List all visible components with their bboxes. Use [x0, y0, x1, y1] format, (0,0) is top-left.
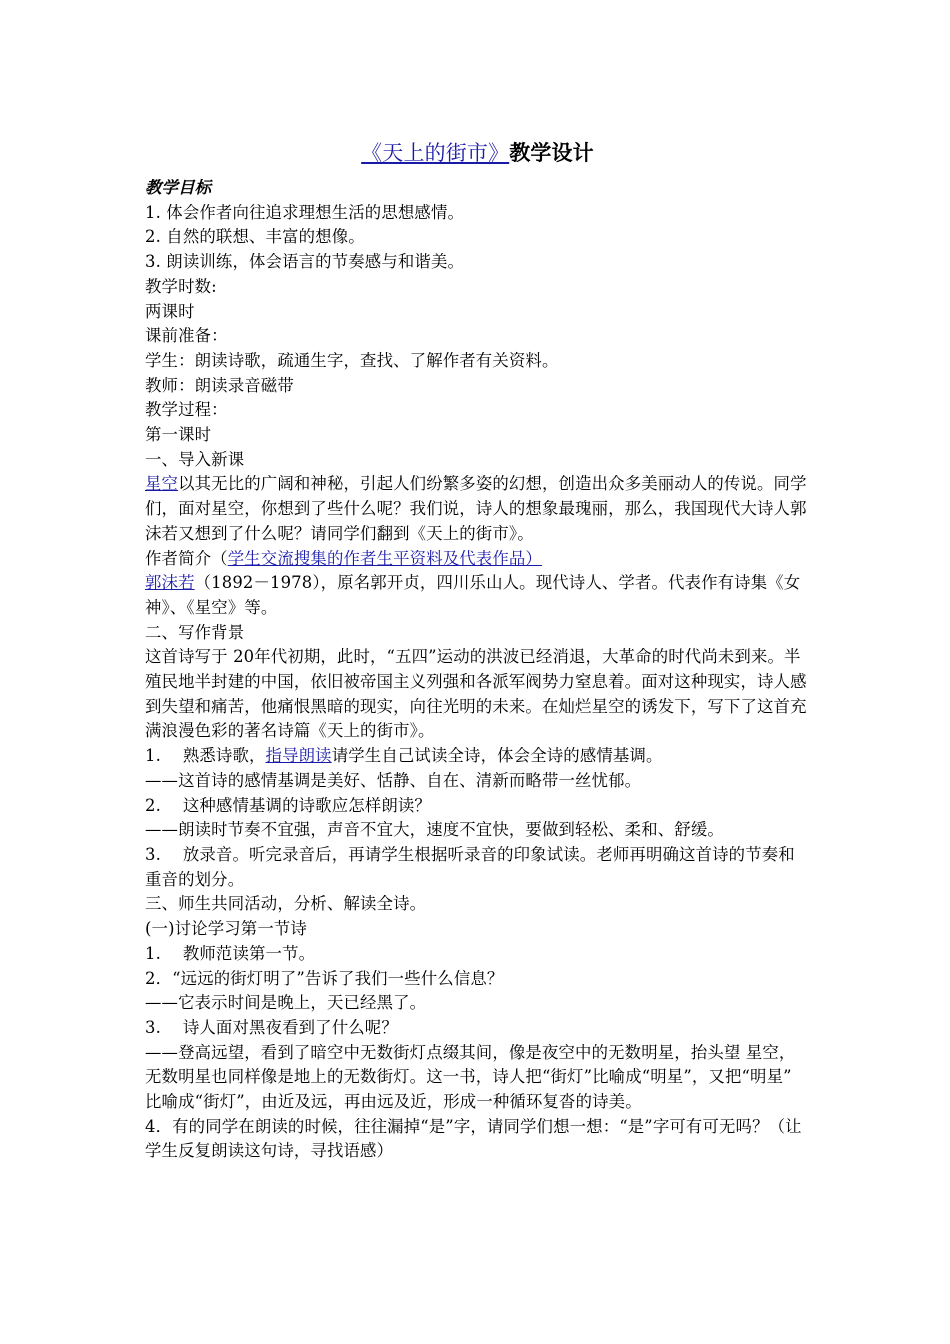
author-intro [145, 547, 810, 572]
prep-label: 课前准备： [145, 326, 228, 346]
analysis-question-4: 4．有的同学在朗读的时候，往往漏掉“是”字，请同学们想一想：“是”字可有可无吗？（让学生反复朗读这句诗，寻找语感） [145, 1116, 802, 1161]
analysis-heading: 三、师生共同活动，分析、解读全诗。 [145, 894, 427, 914]
goal-item-3: 3. 朗读训练，体会语言的节奏感与和谐美。 [145, 252, 465, 272]
hours-value: 两课时 [145, 301, 195, 321]
analysis-question-1: 1. 教师范读第一节。 [145, 943, 316, 963]
hours-label: 教学时数: [145, 276, 217, 296]
prep-student: 学生：朗读诗歌，疏通生字，查找、了解作者有关资料。 [145, 350, 559, 370]
reading-item-2: 2. 这种感情基调的诗歌应怎样朗读？ [145, 795, 431, 815]
lesson-one-label: 第一课时 [145, 425, 212, 445]
reading-guide-link[interactable]: 指导朗读 [265, 746, 332, 766]
starry-sky-link[interactable]: 星空 [145, 474, 179, 494]
intro-heading: 一、导入新课 [145, 449, 245, 469]
intro-text: 以其无比的广阔和神秘，引起人们纷繁多姿的幻想，创造出众多美丽动人的传说。同学们，面对星空，你想到了些什么呢？我们说，诗人的想象最瑰丽，那么，我国现代大诗人郭沫若又想到了什么呢？请同学们翻到《天上的街市》。 [145, 474, 807, 543]
author-prefix: 作者简介（ [145, 548, 228, 568]
analysis-question-2: 2．“远远的街灯明了”告诉了我们一些什么信息？ [145, 968, 504, 988]
analysis-question-3: 3. 诗人面对黑夜看到了什么呢？ [145, 1017, 398, 1037]
background-heading: 二、写作背景 [145, 622, 245, 642]
reading-item-1 [145, 744, 810, 769]
goals-heading: 教学目标 [145, 178, 212, 197]
reading-answer-1: ——这首诗的感情基调是美好、恬静、自在、清新而略带一丝忧郁。 [145, 770, 642, 790]
analysis-subheading: (一)讨论学习第一节诗 [145, 919, 307, 939]
analysis-answer-2: ——它表示时间是晚上，天已经黑了。 [145, 993, 427, 1013]
process-label: 教学过程： [145, 400, 228, 420]
reading-item-3: 3. 放录音。听完录音后，再请学生根据听录音的印象试读。老师再明确这首诗的节奏和重音的划分。 [145, 844, 795, 889]
reading-item-1-rest: 请学生自己试读全诗，体会全诗的感情基调。 [331, 746, 663, 766]
document-title [145, 138, 810, 168]
guo-moruo-link[interactable]: 郭沫若 [145, 573, 195, 593]
reading-item-1-prefix: 1. 熟悉诗歌， [145, 746, 266, 766]
goal-item-2: 2. 自然的联想、丰富的想像。 [145, 227, 365, 247]
author-bio-text: （1892－1978），原名郭开贞，四川乐山人。现代诗人、学者。代表作有诗集《女神》、《星空》等。 [145, 573, 801, 617]
title-link[interactable]: 《天上的街市》 [361, 141, 510, 165]
goal-item-1: 1. 体会作者向往追求理想生活的思想感情。 [145, 202, 465, 222]
author-bio [145, 571, 810, 620]
background-paragraph: 这首诗写于 20年代初期，此时，“五四”运动的洪波已经消退，大革命的时代尚未到来。半殖民地半封建的中国，依旧被帝国主义列强和各派军阀势力窒息着。面对这种现实，诗人感到失望和痛苦，他痛恨黑暗的现实，向往光明的未来。在灿烂星空的诱发下，写下了这首充满浪漫色彩的著名诗篇《天上的街市》。 [145, 647, 807, 741]
reading-answer-2: ——朗读时节奏不宜强，声音不宜大，速度不宜快，要做到轻松、柔和、舒缓。 [145, 820, 724, 840]
intro-paragraph [145, 472, 810, 546]
author-material-link[interactable]: 学生交流搜集的作者生平资料及代表作品） [227, 548, 542, 568]
analysis-answer-3-continued: 比喻成“街灯”，由近及远，再由远及近，形成一种循环复沓的诗美。 [145, 1092, 642, 1112]
analysis-answer-3: ——登高远望，看到了暗空中无数街灯点缀其间，像是夜空中的无数明星，抬头望 星空，无数明星也同样像是地上的无数街灯。这一书，诗人把“街灯”比喻成“明星”，又把“明星” [145, 1042, 796, 1087]
prep-teacher: 教师：朗读录音磁带 [145, 375, 294, 395]
title-text: 教学设计 [509, 141, 594, 165]
document-body [145, 138, 810, 1164]
